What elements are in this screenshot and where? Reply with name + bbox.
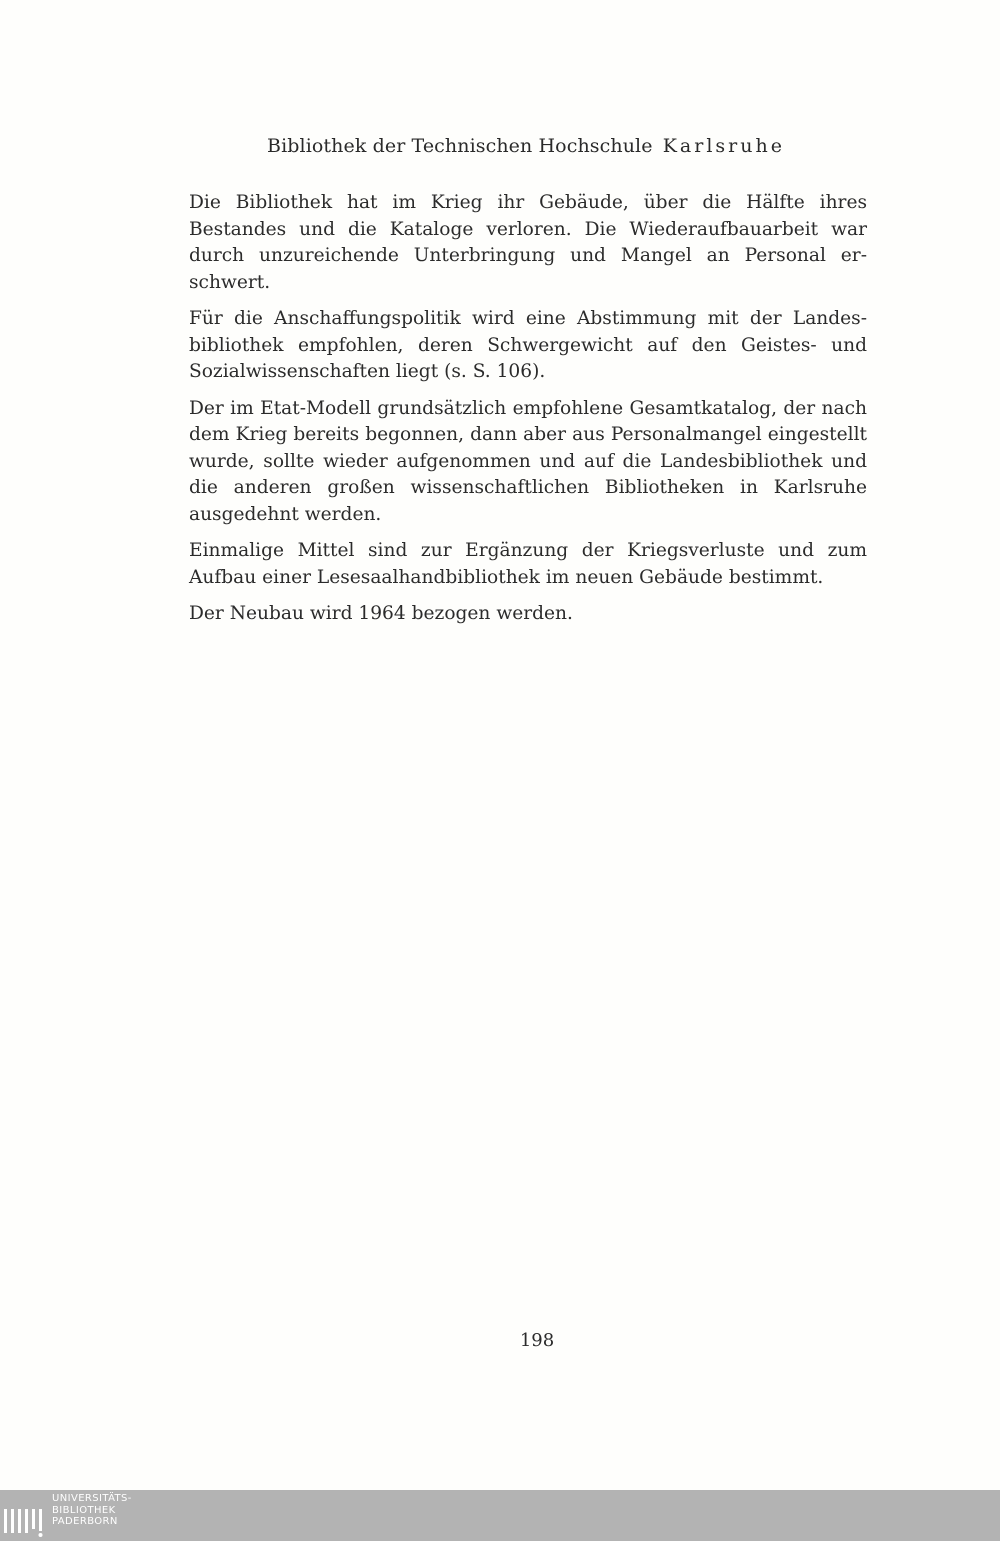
library-logo: [0, 1490, 200, 1541]
paragraph: Der Neubau wird 1964 bezogen werden.: [189, 603, 573, 624]
body-text: [189, 190, 867, 638]
heading-city-text: Karlsruhe: [662, 135, 785, 157]
page-heading: [0, 135, 1000, 157]
logo-line: BIBLIOTHEK: [52, 1504, 116, 1516]
paragraph: Der im Etat-Modell grundsätzlich empfohlene Gesamtkatalog, der nach dem Krieg bereits begonnen, dann aber aus Personalmangel eingestellt wurde, sollte wieder aufgenommen und auf die Landesbibliothek und die anderen großen wissenschaftlichen Bibliotheken in Karlsruhe ausgedehnt werden.: [189, 397, 867, 525]
logo-line: UNIVERSITÄTS-: [52, 1493, 132, 1504]
library-logo-text: [52, 1493, 132, 1528]
page-number: 198: [519, 1330, 555, 1351]
paragraph: Einmalige Mittel sind zur Ergänzung der Kriegsverluste und zum Aufbau einer Lesesaalhandbibliothek im neuen Gebäude bestimmt.: [189, 540, 867, 588]
library-logo-bars-icon: [4, 1509, 44, 1537]
paragraph: Für die Anschaffungspolitik wird eine Abstimmung mit der Landesbibliothek empfohlen, deren Schwergewicht auf den Geistes- und Sozialwissenschaften liegt (s. S. 106).: [189, 308, 867, 382]
heading-main-text: Bibliothek der Technischen Hochschule: [267, 135, 653, 157]
footer-bar: [0, 1490, 1000, 1541]
paragraph: Die Bibliothek hat im Krieg ihr Gebäude, über die Hälfte ihres Bestandes und die Kataloge verloren. Die Wiederaufbauarbeit war durch unzureichende Unterbringung und Mangel an Personal erschwert.: [189, 192, 867, 293]
logo-line: PADERBORN: [52, 1516, 118, 1527]
